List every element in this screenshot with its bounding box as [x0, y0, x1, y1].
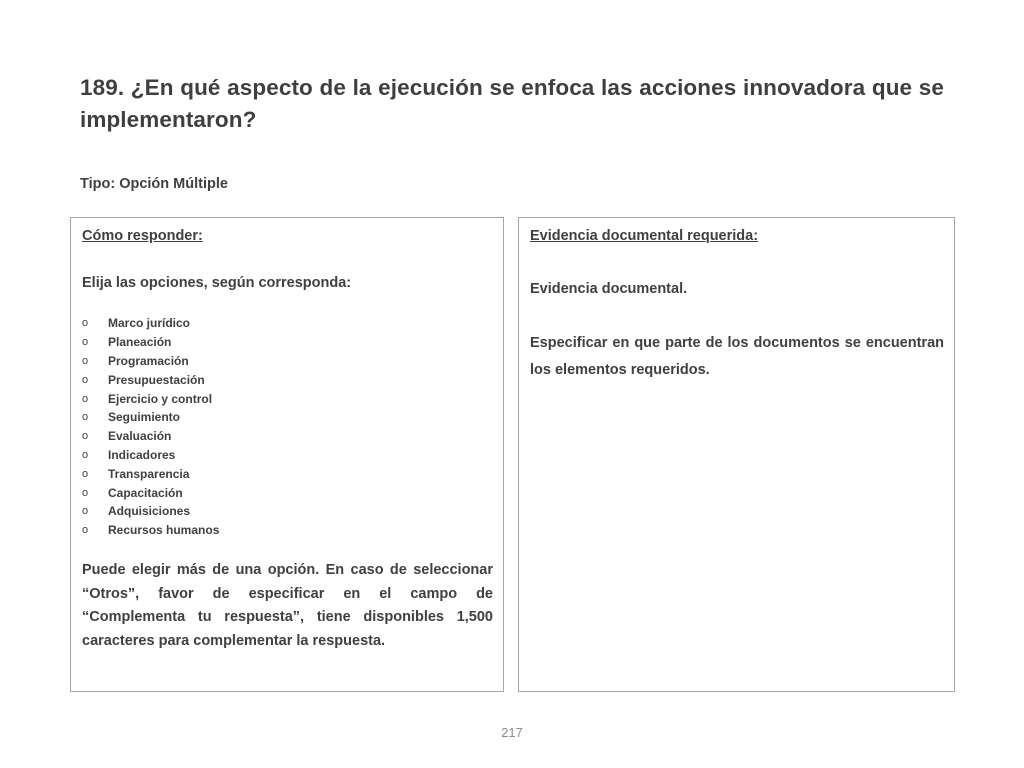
option-label: Planeación	[108, 335, 172, 350]
circle-bullet-icon: o	[82, 505, 89, 518]
option-item	[82, 483, 219, 502]
question-type: Tipo: Opción Múltiple	[80, 176, 228, 192]
circle-bullet-icon: o	[82, 411, 89, 424]
circle-bullet-icon: o	[82, 317, 89, 330]
answer-instruction: Elija las opciones, según corresponda:	[82, 275, 352, 291]
circle-bullet-icon: o	[82, 373, 89, 386]
circle-bullet-icon: o	[82, 524, 89, 537]
option-item	[82, 352, 219, 371]
option-item	[82, 389, 219, 408]
evidence-text: Evidencia documental.	[530, 281, 688, 297]
circle-bullet-icon: o	[82, 448, 89, 461]
option-item	[82, 521, 219, 540]
option-item	[82, 427, 219, 446]
multiple-choice-note: Puede elegir más de una opción. En caso de seleccionar “Otros”, favor de especificar en el campo de “Complementa tu respuesta”, tiene disponibles 1,500 caracteres para complementar la respuesta.	[82, 562, 493, 649]
question-title: 189. ¿En qué aspecto de la ejecución se enfoca las acciones innovadora que se implementaron?	[80, 75, 944, 132]
option-label: Recursos humanos	[108, 523, 220, 538]
option-item	[82, 446, 219, 465]
option-label: Adquisiciones	[108, 504, 191, 519]
page-number: 217	[501, 725, 523, 740]
circle-bullet-icon: o	[82, 336, 89, 349]
option-item	[82, 464, 219, 483]
circle-bullet-icon: o	[82, 430, 89, 443]
how-to-answer-panel	[70, 217, 504, 692]
option-label: Presupuestación	[108, 372, 205, 387]
how-to-answer-heading: Cómo responder:	[82, 228, 203, 244]
option-label: Seguimiento	[108, 410, 181, 425]
circle-bullet-icon: o	[82, 392, 89, 405]
option-label: Ejercicio y control	[108, 391, 213, 406]
circle-bullet-icon: o	[82, 467, 89, 480]
circle-bullet-icon: o	[82, 354, 89, 367]
evidence-heading: Evidencia documental requerida:	[530, 228, 759, 244]
option-label: Capacitación	[108, 485, 183, 500]
option-label: Indicadores	[108, 447, 176, 462]
option-item	[82, 333, 219, 352]
options-list	[82, 314, 219, 540]
option-item	[82, 408, 219, 427]
circle-bullet-icon: o	[82, 486, 89, 499]
option-item	[82, 314, 219, 333]
option-label: Marco jurídico	[108, 316, 191, 331]
option-item	[82, 502, 219, 521]
option-label: Transparencia	[108, 466, 190, 481]
evidence-specification: Especificar en que parte de los documentos se encuentran los elementos requeridos.	[530, 335, 944, 378]
option-label: Programación	[108, 353, 189, 368]
option-item	[82, 370, 219, 389]
option-label: Evaluación	[108, 429, 172, 444]
evidence-panel	[518, 217, 955, 692]
